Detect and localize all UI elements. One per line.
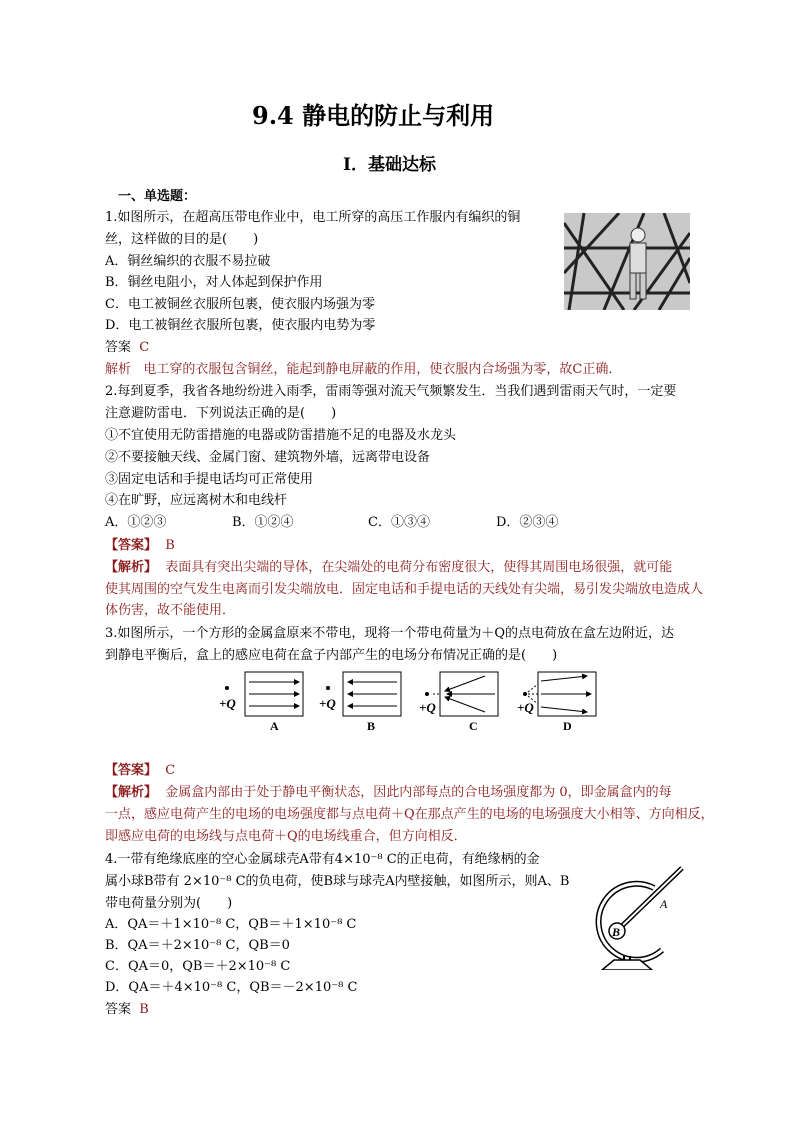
q3-answer-label: 【答案】 bbox=[105, 763, 158, 778]
q3-label-b: B bbox=[367, 719, 376, 733]
q2-item-3: ③固定电话和手提电话均可正常使用 bbox=[105, 472, 314, 487]
q1-analysis bbox=[105, 359, 621, 380]
q2-stem-line2: 注意避防雷电．下列说法正确的是( ) bbox=[105, 406, 337, 421]
q2-stem-line1: 2.每到夏季，我省各地纷纷进入雨季，雷雨等强对流天气频繁发生．当我们遇到雷雨天气时，一定要 bbox=[105, 384, 677, 399]
q2-analysis-text-1: 表面具有突出尖端的导体，在尖端处的电荷分布密度很大，使得其周围电场很强，就可能 bbox=[165, 560, 673, 575]
q3-figure-d bbox=[517, 672, 596, 733]
q2-analysis-line1 bbox=[105, 557, 672, 578]
q3-figure bbox=[215, 666, 605, 736]
q1-option-a: A．铜丝编织的衣服不易拉破 bbox=[105, 254, 271, 269]
q2-analysis-label: 【解析】 bbox=[105, 560, 158, 575]
q3-figure-b bbox=[319, 672, 401, 733]
q4-option-a: A．QA＝＋1×10⁻⁸ C，QB＝＋1×10⁻⁸ C bbox=[105, 917, 357, 932]
q3-charge-label-b: +Q bbox=[319, 696, 336, 711]
q1-answer-value: C bbox=[139, 340, 150, 355]
q1-option-b: B．铜丝电阻小，对人体起到保护作用 bbox=[105, 275, 323, 290]
q3-charge-label-c: +Q bbox=[419, 700, 436, 715]
q1-tower-photo bbox=[564, 213, 690, 310]
q4-answer-value: B bbox=[139, 1002, 149, 1017]
q4-option-c: C．QA＝0，QB＝＋2×10⁻⁸ C bbox=[105, 959, 291, 974]
part-heading: 一、单选题： bbox=[118, 189, 197, 204]
q2-analysis-line2: 使其周围的空气发生电离而引发尖端放电．固定电话和手提电话的天线处有尖端，易引发尖端放电造成人 bbox=[105, 582, 704, 597]
q1-stem-line2: 丝，这样做的目的是( ) bbox=[105, 232, 259, 247]
q3-charge-label-d: +Q bbox=[517, 700, 534, 715]
q3-figure-a bbox=[219, 672, 303, 733]
q2-answer bbox=[105, 535, 175, 556]
q4-option-b: B．QA＝＋2×10⁻⁸ C，QB＝0 bbox=[105, 938, 290, 953]
q3-answer bbox=[105, 760, 175, 781]
q4-stem-line3: 带电荷量分别为( ) bbox=[105, 896, 233, 911]
q3-stem-line2: 到静电平衡后，盒上的感应电荷在盒子内部产生的电场分布情况正确的是( ) bbox=[105, 648, 558, 663]
q4-answer bbox=[105, 999, 149, 1020]
q2-item-4: ④在旷野，应远离树木和电线杆 bbox=[105, 493, 288, 508]
q2-option-b: B．①②④ bbox=[232, 515, 294, 530]
page-title: 9.4 静电的防止与利用 bbox=[252, 101, 495, 130]
section-title: Ⅰ．基础达标 bbox=[343, 155, 436, 175]
q1-stem-line1: 1.如图所示，在超高压带电作业中，电工所穿的高压工作服内有编织的铜 bbox=[105, 210, 521, 225]
q3-analysis-line1 bbox=[105, 782, 672, 803]
q4-label-b: B bbox=[612, 925, 621, 939]
q2-answer-value: B bbox=[165, 538, 175, 553]
q4-answer-label: 答案 bbox=[105, 1002, 132, 1017]
q3-analysis-line2: 一点，感应电荷产生的电场的电场强度都与点电荷＋Q在那点产生的电场的电场强度大小相等、方向相反， bbox=[105, 807, 714, 822]
q3-figure-c bbox=[419, 672, 498, 733]
q3-analysis-text-1: 金属盒内部由于处于静电平衡状态，因此内部每点的合电场强度都为 0，即金属盒内的每 bbox=[165, 785, 672, 800]
q2-option-a: A．①②③ bbox=[105, 515, 167, 530]
q3-label-d: D bbox=[563, 719, 572, 733]
q2-option-c: C．①③④ bbox=[368, 515, 430, 530]
q1-option-d: D．电工被铜丝衣服所包裹，使衣服内电势为零 bbox=[105, 318, 376, 333]
q1-analysis-label: 解析 bbox=[105, 362, 132, 377]
q4-figure bbox=[584, 866, 704, 970]
q3-analysis-line3: 即感应电荷的电场线与点电荷＋Q的电场线重合，但方向相反． bbox=[105, 829, 467, 844]
q2-item-2: ②不要接触天线、金属门窗、建筑物外墙，远离带电设备 bbox=[105, 450, 431, 465]
q2-answer-label: 【答案】 bbox=[105, 538, 158, 553]
q2-item-1: ①不宜使用无防雷措施的电器或防雷措施不足的电器及水龙头 bbox=[105, 428, 457, 443]
q3-charge-label-a: +Q bbox=[219, 696, 236, 711]
q1-option-c: C．电工被铜丝衣服所包裹，使衣服内场强为零 bbox=[105, 297, 375, 312]
q4-stem-line2: 属小球B带有 2×10⁻⁸ C的负电荷，使B球与球壳A内壁接触，如图所示，则A、B bbox=[105, 874, 570, 889]
q1-analysis-text: 电工穿的衣服包含铜丝，能起到静电屏蔽的作用，使衣服内合场强为零，故C正确． bbox=[143, 362, 622, 377]
q3-analysis-label: 【解析】 bbox=[105, 785, 158, 800]
q4-stem-line1: 4.一带有绝缘底座的空心金属球壳A带有4×10⁻⁸ C的正电荷，有绝缘柄的金 bbox=[105, 852, 540, 867]
q4-option-d: D．QA＝＋4×10⁻⁸ C，QB＝－2×10⁻⁸ C bbox=[105, 980, 358, 995]
q2-analysis-line3: 体伤害，故不能使用． bbox=[105, 603, 236, 618]
q1-answer bbox=[105, 337, 149, 358]
q3-label-a: A bbox=[270, 719, 279, 733]
q2-option-d: D．②③④ bbox=[496, 515, 559, 530]
q4-label-a: A bbox=[660, 897, 668, 911]
q3-stem-line1: 3.如图所示，一个方形的金属盒原来不带电，现将一个带电荷量为＋Q的点电荷放在盒左边附近，达 bbox=[105, 626, 675, 641]
q3-answer-value: C bbox=[165, 763, 176, 778]
q1-answer-label: 答案 bbox=[105, 340, 132, 355]
q3-label-c: C bbox=[469, 719, 478, 733]
